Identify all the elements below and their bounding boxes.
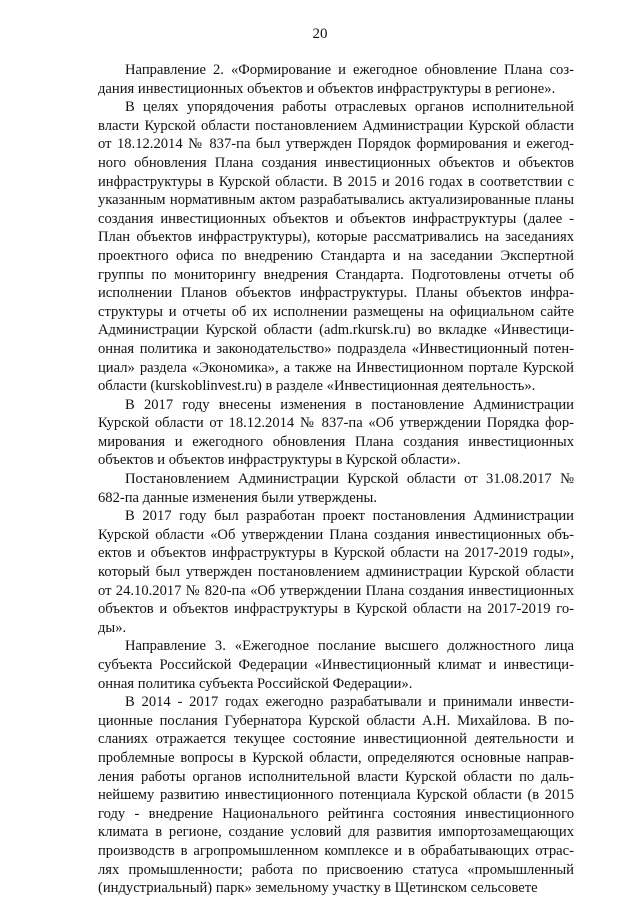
paragraph-direction-3-heading: Направление 3. «Ежегодное послание высшего должностного лица субъекта Российской Федерации «Инвестиционный климат и инвестиционная политика субъекта Российской Федерации». (98, 638, 574, 692)
paragraph-2017-amendments: В 2017 году внесены изменения в постановление Администрации Курской области от 18.12.2014 № 837-па «Об утверждении Порядка формирования и ежегодного обновления Плана создания инвестиционных объектов и объектов инфраструктуры в Курской области». (98, 396, 574, 469)
paragraph-resolution-682: Постановлением Администрации Курской области от 31.08.2017 № 682-па данные изменения были утверждены. (98, 471, 574, 506)
paragraph-investment-messages: В 2014 - 2017 годах ежегодно разрабатывали и принимали инвестиционные послания Губернатора Курской области А.Н. Михайлова. В посланиях отражается текущее состояние инвестиционной деятельности и проблемные вопросы в Курской области, определяются основные направления работы органов исполнительной власти Курской области по дальнейшему развитию инвестиционного потенциала Курской области (в 2015 году - внедрение Национального рейтинга состояния инвестиционного климата в регионе, создание условий для развития импортозамещающих производств в агропромышленном комплексе и в обрабатывающих отраслях промышленности; работа по присвоению статуса «промышленный (индустриальный) парк» земельному участку в Щетинском сельсовете (98, 694, 574, 897)
paragraph-order-of-formation: В целях упорядочения работы отраслевых органов исполнительной власти Курской области постановлением Администрации Курской области от 18.12.2014 № 837-па был утвержден Порядок формирования и ежегодного обновления Плана создания инвестиционных объектов и объектов инфраструктуры в Курской области. В 2015 и 2016 годах в соответствии с указанным нормативным актом разрабатывались актуализированные планы создания инвестиционных объектов и объектов инфраструктуры (далее - План объектов инфраструктуры), которые рассматривались на заседаниях проектного офиса по внедрению Стандарта и на заседании Экспертной группы по мониторингу внедрения Стандарта. Подготовлены отчеты об исполнении Планов объектов инфраструктуры. Планы объектов инфраструктуры и отчеты об их исполнении размещены на официальном сайте Администрации Курской области (adm.rkursk.ru) во вкладке «Инвестиционная политика и законодательство» подраздела «Инвестиционный потенциал» раздела «Экономика», а также на Инвестиционном портале Курской области (kurskoblinvest.ru) в разделе «Инвестиционная деятельность». (98, 99, 574, 395)
document-body (98, 61, 574, 898)
paragraph-direction-2-heading: Направление 2. «Формирование и ежегодное обновление Плана создания инвестиционных объектов и объектов инфраструктуры в регионе». (98, 62, 574, 97)
paragraph-plan-2017-2019: В 2017 году был разработан проект постановления Администрации Курской области «Об утверждении Плана создания инвестиционных объектов и объектов инфраструктуры в Курской области на 2017-2019 годы», который был утвержден постановлением администрации Курской области от 24.10.2017 № 820-па «Об утверждении Плана создания инвестиционных объектов и объектов инфраструктуры в Курской области на 2017-2019 годы». (98, 508, 574, 636)
page-number: 20 (312, 26, 328, 42)
